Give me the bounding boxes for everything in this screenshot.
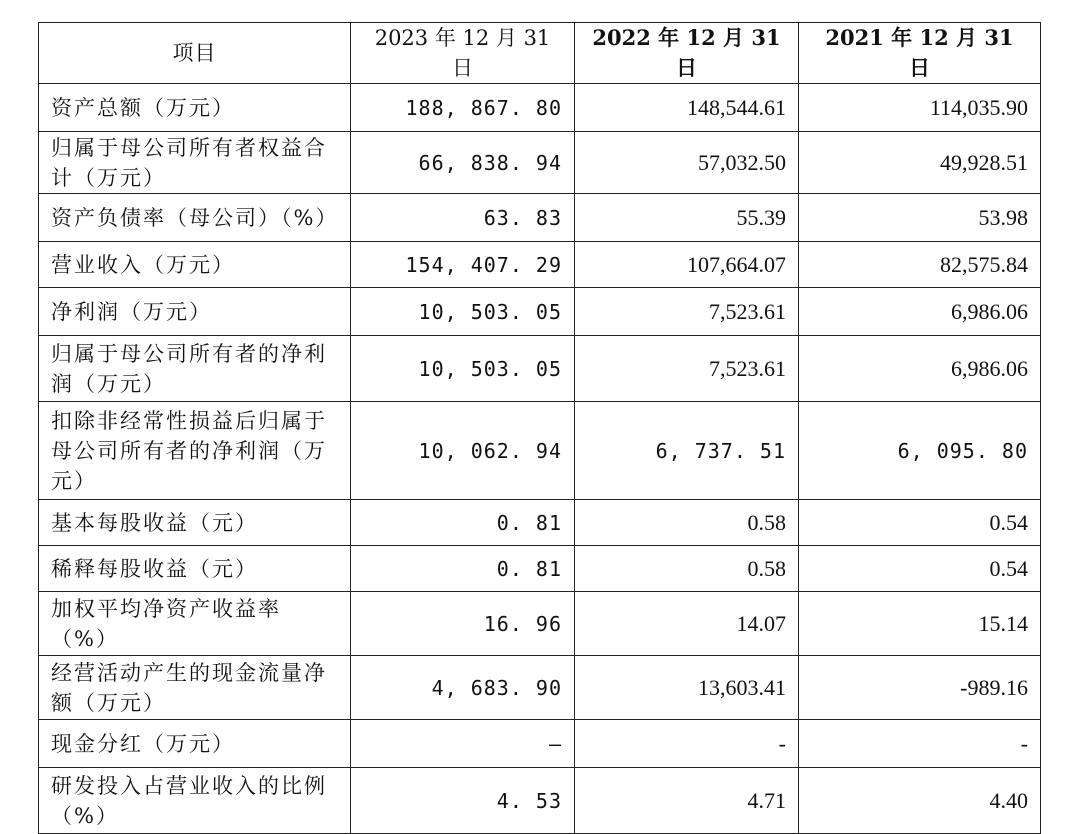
row-label: 基本每股收益（元） <box>39 500 351 546</box>
value-2023: 16. 96 <box>351 592 575 656</box>
value-2021: 6, 095. 80 <box>799 402 1041 500</box>
value-2023: 4. 53 <box>351 768 575 834</box>
value-2021: -989.16 <box>799 656 1041 720</box>
value-2022: 6, 737. 51 <box>575 402 799 500</box>
value-2023: 63. 83 <box>351 194 575 242</box>
table-row <box>39 546 1041 592</box>
table-row <box>39 720 1041 768</box>
value-2023: – <box>351 720 575 768</box>
table-row <box>39 194 1041 242</box>
row-label: 归属于母公司所有者的净利润（万元） <box>39 336 351 402</box>
row-label: 研发投入占营业收入的比例（%） <box>39 768 351 834</box>
financial-indicators-table <box>38 22 1041 834</box>
value-2022: 107,664.07 <box>575 242 799 288</box>
value-2023: 4, 683. 90 <box>351 656 575 720</box>
value-2022: 4.71 <box>575 768 799 834</box>
value-2022: 0.58 <box>575 546 799 592</box>
table-body <box>39 84 1041 834</box>
table-row <box>39 500 1041 546</box>
value-2023: 10, 062. 94 <box>351 402 575 500</box>
value-2021: 114,035.90 <box>799 84 1041 132</box>
table-row <box>39 132 1041 194</box>
value-2023: 10, 503. 05 <box>351 336 575 402</box>
value-2022: 7,523.61 <box>575 336 799 402</box>
row-label: 现金分红（万元） <box>39 720 351 768</box>
value-2023: 66, 838. 94 <box>351 132 575 194</box>
table-row <box>39 84 1041 132</box>
value-2021: 53.98 <box>799 194 1041 242</box>
value-2023: 0. 81 <box>351 500 575 546</box>
table-row <box>39 288 1041 336</box>
header-2022: 2022 年 12 月 31 日 <box>575 23 799 84</box>
value-2022: 57,032.50 <box>575 132 799 194</box>
row-label: 资产负债率（母公司）（%） <box>39 194 351 242</box>
value-2022: 148,544.61 <box>575 84 799 132</box>
row-label: 营业收入（万元） <box>39 242 351 288</box>
value-2022: 14.07 <box>575 592 799 656</box>
value-2021: 6,986.06 <box>799 336 1041 402</box>
row-label: 扣除非经常性损益后归属于母公司所有者的净利润（万元） <box>39 402 351 500</box>
value-2022: 55.39 <box>575 194 799 242</box>
value-2021: 15.14 <box>799 592 1041 656</box>
value-2023: 10, 503. 05 <box>351 288 575 336</box>
row-label: 资产总额（万元） <box>39 84 351 132</box>
table-row <box>39 402 1041 500</box>
value-2023: 188, 867. 80 <box>351 84 575 132</box>
value-2021: 49,928.51 <box>799 132 1041 194</box>
table-row <box>39 592 1041 656</box>
header-item: 项目 <box>39 23 351 84</box>
value-2023: 154, 407. 29 <box>351 242 575 288</box>
value-2021: 6,986.06 <box>799 288 1041 336</box>
value-2021: 0.54 <box>799 500 1041 546</box>
value-2022: 7,523.61 <box>575 288 799 336</box>
row-label: 稀释每股收益（元） <box>39 546 351 592</box>
value-2021: - <box>799 720 1041 768</box>
value-2021: 4.40 <box>799 768 1041 834</box>
row-label: 经营活动产生的现金流量净额（万元） <box>39 656 351 720</box>
table-row <box>39 768 1041 834</box>
row-label: 净利润（万元） <box>39 288 351 336</box>
value-2022: - <box>575 720 799 768</box>
header-row <box>39 23 1041 84</box>
value-2021: 0.54 <box>799 546 1041 592</box>
table-row <box>39 242 1041 288</box>
value-2022: 13,603.41 <box>575 656 799 720</box>
table-row <box>39 656 1041 720</box>
table-row <box>39 336 1041 402</box>
header-2023: 2023 年 12 月 31 日 <box>351 23 575 84</box>
row-label: 加权平均净资产收益率（%） <box>39 592 351 656</box>
value-2023: 0. 81 <box>351 546 575 592</box>
row-label: 归属于母公司所有者权益合计（万元） <box>39 132 351 194</box>
header-2021: 2021 年 12 月 31 日 <box>799 23 1041 84</box>
value-2021: 82,575.84 <box>799 242 1041 288</box>
value-2022: 0.58 <box>575 500 799 546</box>
